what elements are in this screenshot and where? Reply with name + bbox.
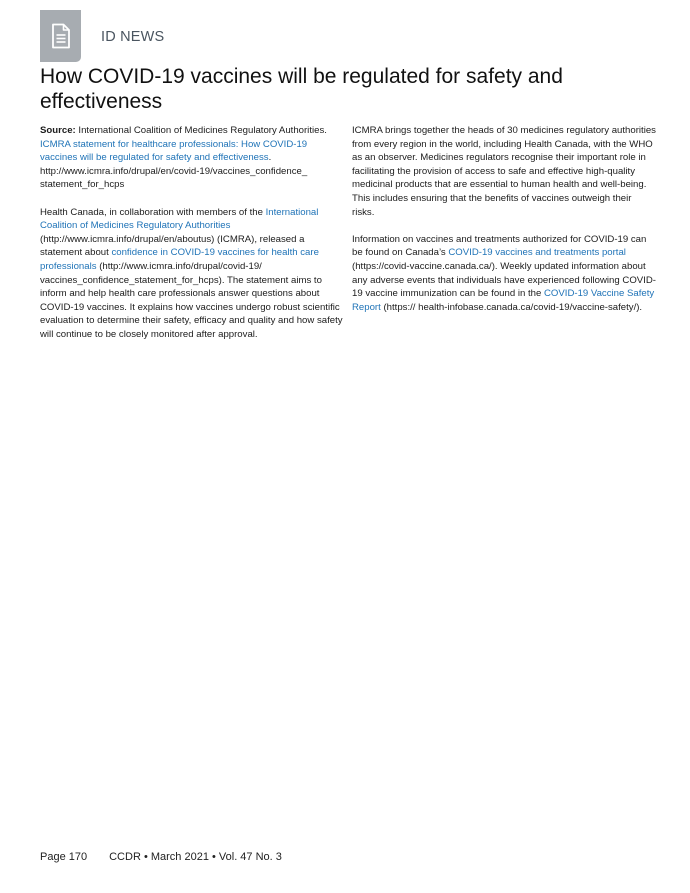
vaccine-safety-report-link[interactable]: COVID-19 Vaccine Safety Report (352, 288, 655, 313)
health-canada-paragraph (40, 206, 344, 342)
source-url-text: . http://www.icmra.info/drupal/en/covid-19/vaccines_confidence_ statement_for_hcps (40, 152, 308, 191)
paragraph-text: Information on vaccines and treatments authorized for COVID-19 can be found on Canada’s (352, 233, 647, 259)
icmra-statement-link[interactable]: ICMRA statement for healthcare professionals: How COVID-19 vaccines will be regulated for safety and effectiveness (40, 138, 308, 164)
page-number: Page 170 (40, 851, 88, 863)
vaccine-info-paragraph (352, 233, 656, 315)
section-header (40, 10, 164, 62)
icmra-link[interactable]: International Coalition of Medicines Regulatory Authorities (40, 206, 319, 232)
paragraph-text: (https://covid-vaccine.canada.ca/). Weekly updated information about any adverse events that individuals have experienced following COVID-19 vaccine immunization can be found in the (352, 260, 656, 300)
source-label: Source: (40, 125, 76, 136)
right-column (352, 124, 656, 328)
document-icon (51, 23, 71, 49)
icmra-paragraph: ICMRA brings together the heads of 30 medicines regulatory authorities from every region in the world, including Health Canada, with the WHO as an observer. Medicines regulators recognise their important role in facilitating the provision of access to safe and effective high-quality medicinal products that are essential to human health and well-being. This includes ensuring that the benefits of vaccines outweigh their risks. (352, 125, 656, 218)
vaccines-portal-link[interactable]: COVID-19 vaccines and treatments portal (448, 247, 626, 259)
paragraph-text: (http://www.icmra.info/drupal/en/aboutus) (ICMRA), released a statement about (40, 233, 305, 259)
article-title: How COVID-19 vaccines will be regulated for safety and effectiveness (40, 65, 563, 113)
journal-citation: CCDR • March 2021 • Vol. 47 No. 3 (109, 851, 282, 863)
paragraph-text: Health Canada, in collaboration with members of the (40, 206, 266, 218)
source-text: International Coalition of Medicines Regulatory Authorities. (75, 125, 327, 136)
source-paragraph (40, 124, 344, 192)
page-footer (40, 851, 282, 863)
paragraph-text: (http://www.icmra.info/drupal/covid-19/ vaccines_confidence_statement_for_hcps). The statement aims to inform and help health care professionals answer questions about COVID-19 vaccines. It explains how vaccines undergo robust scientific evaluation to determine their safety, efficacy and quality and how safety will continue to be closely monitored after approval. (40, 260, 343, 340)
paragraph-text: (https:// health-infobase.canada.ca/covid-19/vaccine-safety/). (380, 301, 643, 313)
section-label: ID NEWS (101, 29, 165, 45)
confidence-statement-link[interactable]: confidence in COVID-19 vaccines for health care professionals (40, 247, 319, 272)
section-icon-box (40, 10, 81, 62)
left-column (40, 124, 344, 355)
